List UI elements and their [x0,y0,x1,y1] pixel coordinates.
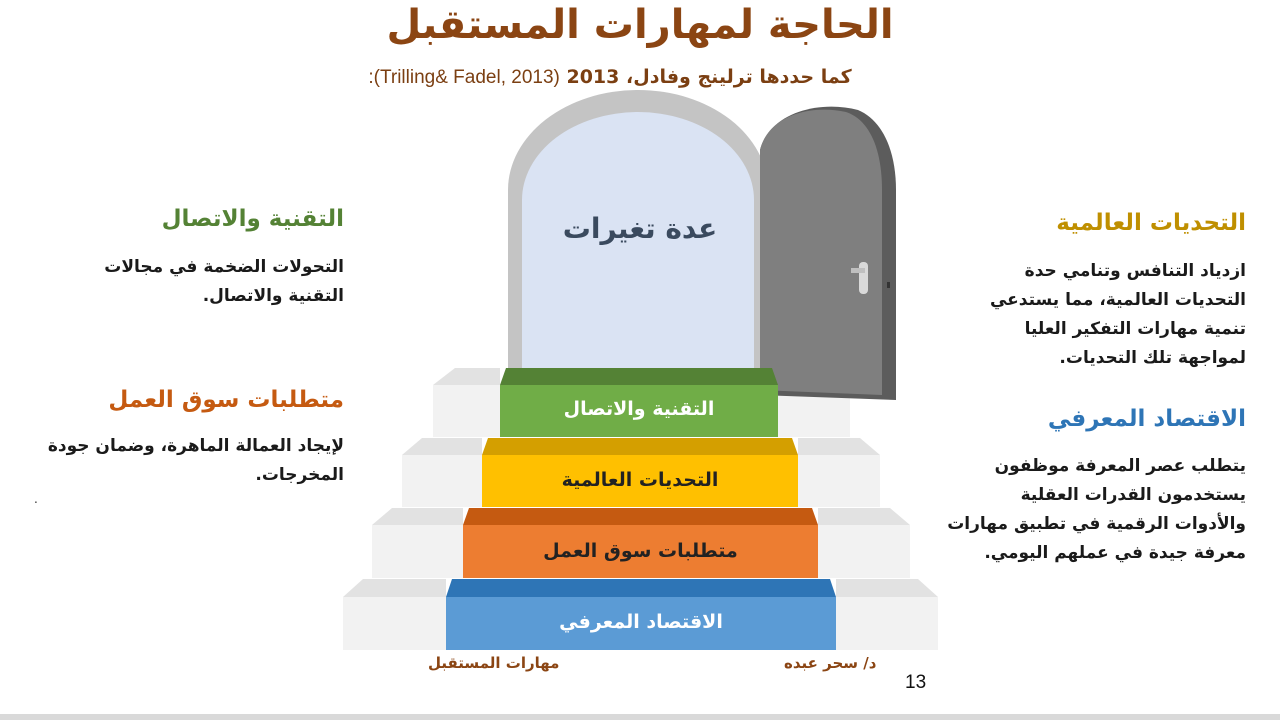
left-text-market: لإيجاد العمالة الماهرة، وضمان جودة المخرجات. [47,436,344,485]
subtitle-text: كما حددها ترلينج وفادل، [626,66,852,88]
step-label-1: التقنية والاتصال [563,398,715,420]
left-text-tech: التحولات الضخمة في مجالات التقنية والاتصال. [104,257,344,306]
step-label-2: التحديات العالمية [561,469,719,491]
right-heading-global: التحديات العالمية [1056,210,1246,236]
subtitle-reference: (Trilling& Fadel, 2013): [368,67,560,88]
left-heading-tech: التقنية والاتصال [161,206,344,232]
bottom-bar [0,714,1280,720]
step-top-2 [482,438,798,455]
right-text-knowledge: يتطلب عصر المعرفة موظفون يستخدمون القدرات العقلية والأدوات الرقمية في تطبيق مهارات معرفة جيدة في عملهم اليومي. [947,456,1246,563]
right-heading-knowledge: الاقتصاد المعرفي [1047,406,1246,432]
step-top-3 [463,508,818,525]
arch-label: عدة تغيرات [562,212,718,245]
left-heading-market: متطلبات سوق العمل [108,387,344,413]
page-number: 13 [905,672,927,693]
right-text-global: ازدياد التنافس وتنامي حدة التحديات العالمية، مما يستدعي تنمية مهارات التفكير العليا لمواجهة تلك التحديات. [989,261,1246,368]
slide-title: الحاجة لمهارات المستقبل [386,2,894,48]
footer-author: د/ سحر عبده [784,654,877,672]
footer-topic: مهارات المستقبل [428,654,560,672]
step-label-4: الاقتصاد المعرفي [559,611,723,633]
subtitle-year: 2013 [566,66,620,88]
step-label-3: متطلبات سوق العمل [543,540,738,562]
open-door-icon [760,107,896,400]
stray-mark: . [34,492,38,506]
step-top-1 [500,368,778,385]
step-top-4 [446,579,836,597]
